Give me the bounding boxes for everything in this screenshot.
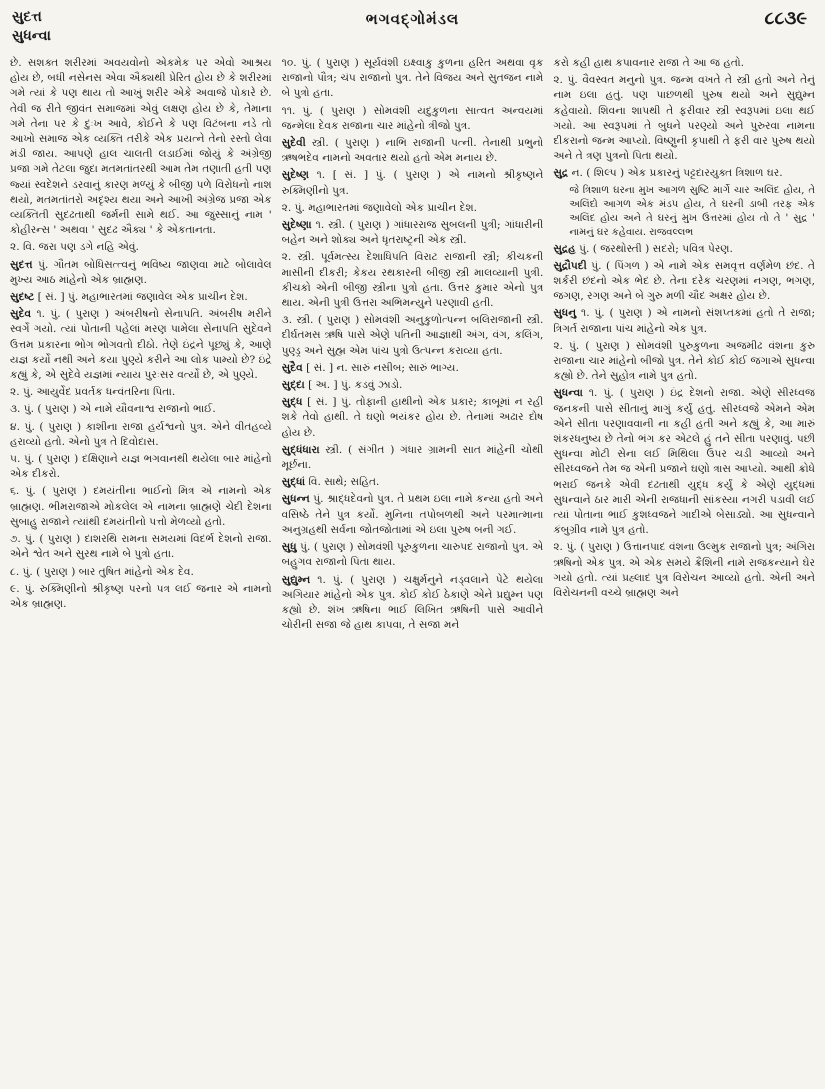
dictionary-entry xyxy=(282,104,544,134)
headword: સુદ્ર xyxy=(553,167,569,180)
dictionary-entry xyxy=(282,395,544,441)
headword: સુદેવી xyxy=(281,137,306,150)
definition-text: ૧. [ સં. ] પું. ( પુરાણ ) એ નામનો શ્રીકૃષ્ણને રુક્મિણીનો પુત્ર. xyxy=(281,169,544,197)
headword: સુદત્ત xyxy=(10,258,33,271)
definition-text: ૮. પું. ( પુરાણ ) બાર તુષિત માંહેનો એક દેવ. xyxy=(10,565,194,578)
dictionary-entry xyxy=(10,582,272,612)
definition-text: ૨. પું. મહાભારતમાં જણાવેલો એક પ્રાચીન દેશ. xyxy=(281,201,478,214)
dictionary-entry xyxy=(553,306,815,336)
headword: સુદ્ધ xyxy=(281,396,303,409)
dictionary-entry xyxy=(282,361,544,376)
definition-text: [ અ. ] પું. કડવું ઝાડો. xyxy=(308,379,403,392)
dictionary-entry xyxy=(282,201,544,216)
definition-text: વિ. સાથે; સહિત. xyxy=(308,476,380,489)
dictionary-entry xyxy=(10,307,272,383)
definition-text: ૪. પું. ( પુરાણ ) કાશીના રાજા હર્યશ્વનો પુત્ર. એને વીતહવ્યે હરાવ્યો હતો. એનો પુત્ર તે દિવોદાસ. xyxy=(10,420,272,448)
column-3 xyxy=(553,56,815,1086)
columns xyxy=(10,56,815,1086)
definition-text: [ સં. ] પું. મહાભારતમાં જણાવેલ એક પ્રાચીન દેશ. xyxy=(37,291,248,304)
dictionary-entry xyxy=(282,136,544,166)
dictionary-entry xyxy=(282,573,544,634)
definition-text: ૨. પું. ( પુરાણ ) ઉત્તાનપાદ વંશના ઉલ્મુક રાજાનો પુત્ર; અંગિરા ઋષિનો એક પુત્ર. એ એક સમયે ક્રૈશિની નામે રાજકન્યાને ઘેર ગયો હતો. ત્યાં પ્રહ્લાદ પુત્ર વિરોચન આવ્યો હતો. એની અને વિરોચનની વચ્ચે બ્રાહ્મણ અને xyxy=(553,541,816,600)
definition-text: ૨. પું. ( પુરાણ ) સોમવંશી પુરુકુળના અજમીઢ વંશના કુરુ રાજાના ચાર માંહેનો બીજો પુત્ર. તેને કોઈ કોઈ જગાએ સુધન્વા કહ્યો છે. તેને સુહોત્ર નામે પુત્ર હતો. xyxy=(553,339,816,383)
definition-text: ૩. સ્ત્રી. ( પુરાણ ) સોમવંશી અનુકુળોત્પન્ન બલિરાજાની સ્ત્રી. દીર્ઘતમસ ઋષિ પાસે એણે પતિની આજ્ઞાથી અંગ, વંગ, કલિંગ, પુણ્ડ્ર અને સુહ્મ એમ પાંચ પુત્રો ઉત્પન્ન કરાવ્યા હતા. xyxy=(281,314,544,357)
dictionary-entry xyxy=(282,475,544,490)
definition-text: ૫. પું. ( પુરાણ ) દક્ષિણાને યજ્ઞ ભગવાનથી થયેલા બાર માંહેનો એક દીકરો. xyxy=(10,453,272,481)
quotation xyxy=(569,184,815,240)
dictionary-entry xyxy=(10,452,272,482)
dictionary-entry xyxy=(10,290,272,305)
definition-text: ૨. પું. વૈવસ્વત મનુનો પુત્ર. જન્મ વખતે તે સ્ત્રી હતો અને તેનું નામ ઇલા હતું. પણ પાછળથી પુરુષ થયો અને સુદ્યુમ્ન કહેવાયો. શિવના શાપથી તે ફરીવાર સ્ત્રી સ્વરૂપમાં ઇલા થઈ ગયો. આ સ્વરૂપમાં તે બુધને પરણ્યો અને પુરુરવા નામના દીકરાનો જન્મ આપ્યો. વિષ્ણુની કૃપાથી તે ફરી વાર પુરુષ થયો અને તે ત્રણ પુત્રનો પિતા થયો. xyxy=(553,74,816,163)
definition-text: ૧૧. પું. ( પુરાણ ) સોમવંશી યદુકુળના સાત્વત અન્વયમાં જન્મેલા દેવક રાજાના ચાર માંહેનો ત્રીજો પુત્ર. xyxy=(281,104,544,132)
headword: સુધુ xyxy=(281,541,297,554)
definition-text: ૨. પું. આયુર્વેદ પ્રવર્તક ધન્વંતરિના પિતા. xyxy=(10,386,176,399)
dictionary-entry xyxy=(10,56,272,238)
definition-text: કરો કહી હાથ કપાવનાર રાજા તે આ જ હતો. xyxy=(553,57,744,69)
definition-text: સ્ત્રી. ( સંગીત ) ગંધાર ગ્રામની સાત માંહેની ચોથી મૂર્છના. xyxy=(281,443,544,472)
running-title: ભગવદ્ગોમંડલ xyxy=(365,10,460,28)
dictionary-entry xyxy=(553,56,815,71)
definition-text: ૧. પું. ( પુરાણ ) ઇંદ્ર દેશનો રાજા. એણે સીરધ્વજ જનકની પાસે સીતાનું માગું કર્યું હતું. સીરધ્વજે એમને એમ એને સીતા પરણાવવાની ના કહી હતી અને કહ્યું કે, આ મારું શંકરધનુષ્ય છે તેનો ભંગ કર એટલે હું તને સીતા પરણાવું. પછી સુધન્વા મોટી સેના લઈ મિથિલા ઉપર ચડી આવ્યો અને સીરધ્વજને તેમ જ એની પ્રજાને ઘણો ત્રાસ આપ્યો. આથી ક્રોધે ભરાઈ જનકે એવી દઢતાથી યુદ્ધ કર્યું કે એણે યુદ્ધમાં સુધન્વાને ઠાર મારી એની રાજધાની સાંકસ્યા નગરી પડાવી લઈ ત્યાં પોતાના ભાઈ કુશધ્વજને ગાદીએ બેસાડ્યો. આ સુધન્વાને કંબુગ્રીવ નામે પુત્ર હતો. xyxy=(553,387,816,537)
headword: સુધન્વા xyxy=(553,387,583,400)
headword: સુદ્દા xyxy=(281,379,305,392)
headword: સુધન્ન xyxy=(281,493,310,506)
definition-text: ૧. પું. ( પુરાણ ) એ નામનો સંશપ્તકમાં હતો તે રાજા; ત્રિગર્ત રાજાના પાંચ માંહેનો એક પુત્ર. xyxy=(553,307,816,335)
definition-text: ૧. સ્ત્રી. ( પુરાણ ) ગાંધારરાજ સુબલની પુત્રી; ગાંધારીની બહેન અને શોક્ય અને ધૃતરાષ્ટ્રની એક સ્ત્રી. xyxy=(281,219,544,247)
column-2 xyxy=(282,56,544,1086)
headword: સુધનુ xyxy=(553,307,577,320)
guide-word-first: સુદત્ત xyxy=(12,9,42,25)
definition-text: ૧. પું. ( પુરાણ ) ચક્ષુર્મનુને નડ્વલાને પેટે થયેલા અગિયાર માંહેનો એક પુત્ર. કોઈ કોઈ ઠેકાણે એને પ્રદ્યુમ્ન પણ કહ્યો છે. શંખ ઋષિના ભાઈ લિખિત ઋષિની પાસે આવીને ચોરીની સજા જે હાથ કાપવા, તે સજા મને xyxy=(281,573,544,632)
headword: સુદેષ્ણા xyxy=(281,219,312,232)
headword: સુદષ્ટ xyxy=(10,291,35,304)
dictionary-entry xyxy=(553,540,815,601)
headword: સુદ્ધાં xyxy=(281,476,306,489)
definition-text: ૧. પું. ( પુરાણ ) અંબરીષનો સેનાપતિ. અંબરીષ મરીને સ્વર્ગે ગયો. ત્યાં પોતાની પહેલાં મરણ પામેલા સેનાપતિ સુદેવને ઉત્તમ પ્રકારના ભોગ ભોગવતો દીઠો. તેણે ઇંદ્રને પૂછ્યું કે, આણે યજ્ઞ કર્યો નથી અને કયા પુણ્યે કરીને આ લોક પામ્યો છે? ઇંદ્રે કહ્યું કે, એ સુદેવે યજ્ઞમાં ન્યાય પુરઃસર વર્ત્યો છે, એ પુણ્યે. xyxy=(10,308,272,382)
headword: સુદ્યુમ્ન xyxy=(281,573,311,586)
definition-text: ૨. સ્ત્રી. પૂર્વમત્સ્ય દેશાધિપતિ વિરાટ રાજાની સ્ત્રી; કીચકની માસીની દીકરી; કેકય રથકારની બીજી સ્ત્રી માલવ્યાની પુત્રી. કીચકો એની બીજી સ્ત્રીના પુત્રો હતા. ઉત્તર કુમાર એનો પુત્ર થાય. એની પુત્રી ઉત્તરા અભિમન્યુને પરણાવી હતી. xyxy=(281,251,544,310)
dictionary-entry xyxy=(10,532,272,562)
dictionary-entry xyxy=(10,420,272,450)
headword: સુદૈવ xyxy=(281,361,303,374)
dictionary-entry xyxy=(282,540,544,570)
definition-text: પું. શ્રાદ્ધદેવનો પુત્ર. તે પ્રથમ ઇલા નામે કન્યા હતો અને વસિષ્ઠે તેને પુત્ર કર્યો. મુનિના તપોબળથી અને પરમાત્માના અનુગ્રહથી સર્વના જોતજોતામાં એ ઇલા પુરુષ બની ગઈ. xyxy=(281,493,544,536)
page-number: ૮૮૩૯ xyxy=(764,8,807,29)
dictionary-entry xyxy=(10,240,272,255)
definition-text: સ્ત્રી. ( પુરાણ ) નાભિ રાજાની પત્ની. તેનાથી પ્રભુનો ઋષભદેવ નામનો અવતાર થયો હતો એમ મનાય છે. xyxy=(281,137,544,165)
definition-text: જે ત્રિશાળ ઘરના મુખ આગળ સુષ્ટિ માર્ગે ચાર અલિંદ હોય, તે અલિંદો આગળ એક મંડપ હોય, તે ઘરની ડાબી તરફ એક અલિંદ હોય અને તે ઘરનું મુખ ઉત્તરમાં હોય તો તે ' સુદ્ર ' નામનું ઘર કહેવાય. રાજવલ્લભ xyxy=(569,184,816,238)
guide-word-last: સુધન્વા xyxy=(12,28,51,44)
dictionary-entry xyxy=(282,168,544,198)
dictionary-entry xyxy=(282,443,544,473)
dictionary-entry xyxy=(282,378,544,393)
definition-text: ૬. પું. ( પુરાણ ) દમયંતીના ભાઈનો મિત્ર એ નામનો એક બ્રાહ્મણ. ભીમરાજાએ મોકલેલ એ નામના બ્રાહ્મણે ચેદી દેશના સુબાહુ રાજાને ત્યાંથી દમયંતીનો પત્તો મેળવ્યો હતો. xyxy=(10,485,272,528)
page-header xyxy=(10,6,815,56)
definition-text: ૧૦. પું. ( પુરાણ ) સૂર્યવંશી ઇક્ષ્વાકુ કુળના હરિત અથવા વૃક રાજાનો પૌત્ર; ચંપ રાજાનો પુત્ર. તેને વિજય અને સુતજન નામે બે પુત્રો હતા. xyxy=(281,57,544,100)
definition-text: પું. ( પિંગળ ) એ નામે એક સમવૃત્ત વર્ણમેળ છંદ. તે શર્કરી છંદનો એક ભેદ છે. તેના દરેક ચરણમાં નગણ, ભગણ, જગણ, રગણ અને બે ગુરુ મળી ચૌદ અક્ષર હોય છે. xyxy=(553,259,816,303)
dictionary-entry xyxy=(10,565,272,580)
dictionary-entry xyxy=(282,218,544,248)
dictionary-entry xyxy=(553,386,815,538)
definition-text: પું. ( પુરાણ ) સોમવંશી પૂરુકુળના ચારુપદ રાજાનો પુત્ર. એ બહુગવ રાજાનો પિતા થાય. xyxy=(281,541,544,569)
dictionary-entry xyxy=(10,258,272,288)
dictionary-entry xyxy=(282,492,544,538)
dictionary-entry xyxy=(282,56,544,102)
definition-text: [ સં. ] પું. તોફાની હાથીનો એક પ્રકાર; કાબૂમાં ન રહી શકે તેવો હાથી. તે ઘણો ભયંકર હોય છે. તેનામાં અઢાર દોષ હોય છે. xyxy=(281,396,544,439)
dictionary-entry xyxy=(282,250,544,311)
column-1 xyxy=(10,56,272,1086)
definition-text: [ સં. ] ન. સારું નસીબ; સારું ભાગ્ય. xyxy=(306,361,459,374)
headword: સુદ્રૌપદી xyxy=(553,259,587,272)
definition-text: ૩. પું. ( પુરાણ ) એ નામે યૌવનાશ્વ રાજાનો ભાઈ. xyxy=(10,403,216,416)
dictionary-entry xyxy=(10,402,272,417)
definition-text: ૯. પું. રુક્મિણીનો શ્રીકૃષ્ણ પરનો પત્ર લઈ જનાર એ નામનો એક બ્રાહ્મણ. xyxy=(10,582,272,610)
headword: સુદ્ધંધારા xyxy=(281,443,320,456)
definition-text: છે. સશક્ત શરીરમાં અવયવોનો એકમેક પર એવો આશ્રય હોય છે, બધી નસેનસ એવા ઐક્યથી પ્રેરિત હોય છે કે શરીરમાં ગમે ત્યાં કે પણ થાય તો આખું શરીર એકે અવાજે પોકારે છે. તેવી જ રીતે જીવંત સમાજમાં એવું લક્ષણ હોય છે કે, તેમાના ગમે તેના પર કે દુઃખ આવે, કોઈને કે પણ વિટંબના નડે તો આખો સમાજ એક વ્યક્તિ તરીકે એક પ્રયત્ને તેનો રસ્તો લેવા મંડી જાય. આપણે હાલ ચાલતી લડાઈમાં જોયું કે અંગ્રેજી પ્રજા ગમે તેટલા જુદા મતમતાંતરથી આમ તેમ તણાતી હતી પણ જ્યાં સ્વદેશને ડરવાનું કારણ મળ્યું કે બીજી પળે વિરોધનો નાશ થયો, મતમતાંતરો અદૃશ્ય થયા અને આખી અંગ્રેજ પ્રજા એક વ્યક્તિતી સુદઢતાથી જર્મની સામે થઈ. આ જુસ્સાનું નામ ' કોહીરન્સ ' અથવા ' સુદઢ ઐક્ય ' કે એકતાનતા. xyxy=(10,57,272,237)
dictionary-entry xyxy=(282,313,544,359)
dictionary-entry xyxy=(553,73,815,164)
definition-text: ૨. વિ. જરા પણ ડગે નહિ એવું. xyxy=(10,241,139,254)
headword: સુદેવ xyxy=(10,308,32,321)
definition-text: ન. ( શિલ્પ ) એક પ્રકારનું પટ્ટદારયુક્ત ત્રિશાળ ઘર. xyxy=(571,167,783,180)
definition-text: પું. ગૌતમ બોધિસત્ત્વનું ભવિષ્ય જાણવા માટે બોલાવેલ મુખ્ય આઠ માંહેનો એક બ્રાહ્મણ. xyxy=(10,258,272,286)
headword: સુદેષ્ણ xyxy=(281,169,310,182)
definition-text: ૭. પું. ( પુરાણ ) દાશરથિ રામના સમયમાં વિદર્ભ દેશનો રાજા. એને શ્વેત અને સુરથ નામે બે પુત્રો હતા. xyxy=(10,533,272,561)
definition-text: પું. ( જરથોસ્તી ) સદરો; પવિત્ર પેરણ. xyxy=(579,242,733,255)
dictionary-entry xyxy=(553,259,815,305)
dictionary-entry xyxy=(553,166,815,181)
dictionary-entry xyxy=(553,242,815,257)
dictionary-entry xyxy=(553,339,815,385)
dictionary-entry xyxy=(10,385,272,400)
headword: સુદ્રહ xyxy=(553,242,576,255)
dictionary-entry xyxy=(10,484,272,530)
